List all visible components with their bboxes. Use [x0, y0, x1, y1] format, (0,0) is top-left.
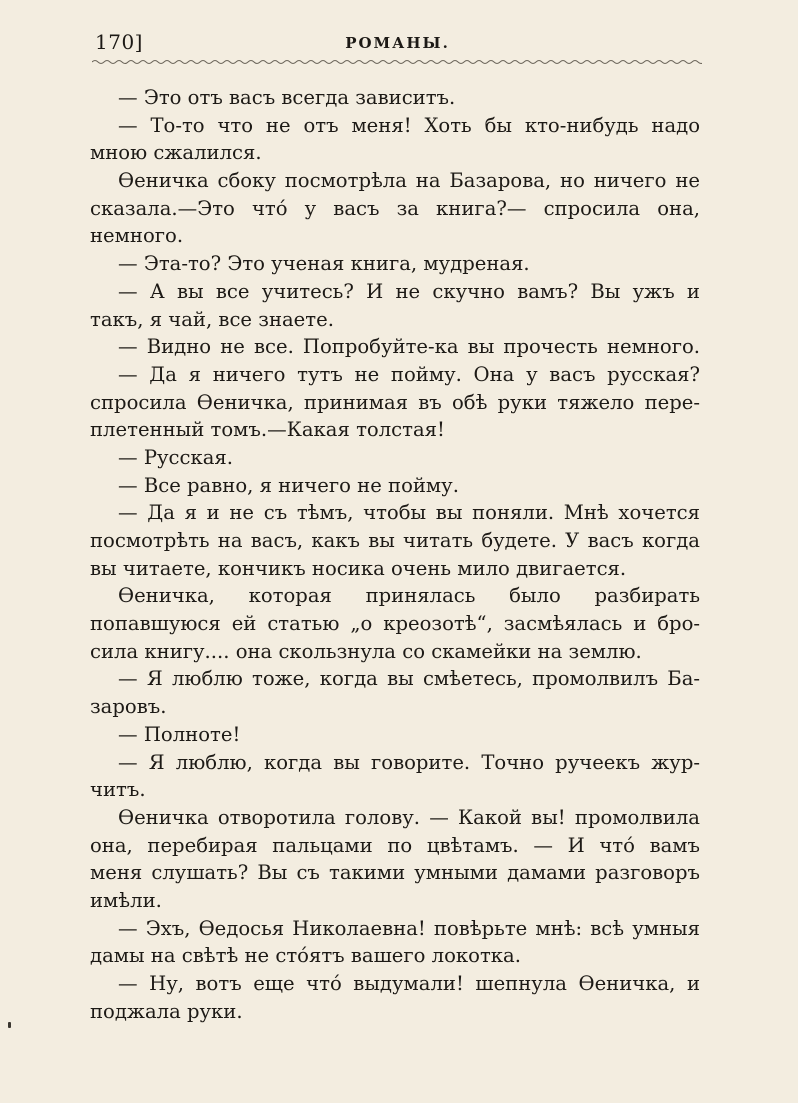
- text-line: вы читаете, кончикъ носика очень мило двигается.: [90, 556, 627, 580]
- text-line: — Все равно, я ничего не пойму.: [118, 473, 459, 497]
- text-line: — Эхъ, Ѳедосья Николаевна! повѣрьте мнѣ: всѣ умныя: [118, 916, 700, 940]
- text-line: имѣли.: [90, 888, 162, 912]
- text-line: — Я люблю тоже, когда вы смѣетесь, промолвилъ Ба-: [118, 667, 700, 691]
- page-header: [95, 30, 700, 60]
- text-line: такъ, я чай, все знаете.: [90, 307, 334, 331]
- text-line: меня слушать? Вы съ такими умными дамами разговоръ: [90, 861, 700, 885]
- text-line: дамы на свѣтѣ не сто́ятъ вашего локотка.: [90, 944, 521, 968]
- text-line: сказала.—Это что́ у васъ за книга?— спросила она,: [90, 196, 700, 220]
- text-line: — Русская.: [118, 445, 233, 469]
- running-title: РОМАНЫ.: [345, 34, 450, 52]
- text-line: сила книгу.... она скользнула со скамейки на землю.: [90, 639, 642, 663]
- text-line: попавшуюся ей статью „о креозотѣ“, засмѣялась и бро-: [90, 612, 700, 636]
- text-line: мною сжалился.: [90, 141, 262, 165]
- text-line: Ѳеничка, которая принялась было разбирать: [118, 584, 700, 608]
- text-line: — Это отъ васъ всегда зависитъ.: [118, 86, 456, 109]
- text-line: читъ.: [90, 778, 146, 802]
- text-line: Ѳеничка отворотила голову. — Какой вы! промолвила: [118, 805, 700, 829]
- text-line: посмотрѣть на васъ, какъ вы читать будете. У васъ когда: [90, 529, 700, 552]
- text-line: — Полноте!: [118, 722, 241, 746]
- text-line: заровъ.: [90, 695, 167, 719]
- text-line: — Эта-то? Это ученая книга, мудреная.: [118, 252, 530, 276]
- text-line: поджала руки.: [90, 999, 243, 1023]
- text-line: — Да я и не съ тѣмъ, чтобы вы поняли. Мнѣ хочется: [118, 501, 700, 525]
- text-line: — Я люблю, когда вы говорите. Точно ручеекъ жур-: [118, 750, 700, 774]
- header-wavy-rule: [92, 58, 702, 66]
- text-line: — То-то что не отъ меня! Хоть бы кто-нибудь надо: [118, 113, 700, 137]
- text-line: — А вы все учитесь? И не скучно вамъ? Вы ужъ и: [118, 279, 700, 303]
- text-line: плетенный томъ.—Какая толстая!: [90, 418, 445, 442]
- text-line: немного.: [90, 224, 184, 248]
- body-text: [90, 84, 700, 1025]
- text-line: — Видно не все. Попробуйте-ка вы прочесть немного.: [118, 335, 700, 359]
- text-line: Ѳеничка сбоку посмотрѣла на Базарова, но ничего не: [118, 169, 700, 193]
- text-line: — Да я ничего тутъ не пойму. Она у васъ русская?: [118, 362, 700, 386]
- page-number: 170]: [95, 30, 143, 54]
- text-line: спросила Ѳеничка, принимая въ обѣ руки тяжело пере-: [90, 390, 700, 414]
- margin-mark: [8, 1022, 11, 1028]
- text-line: — Ну, вотъ еще что́ выдумали! шепнула Ѳеничка, и: [118, 972, 700, 995]
- text-line: она, перебирая пальцами по цвѣтамъ. — И что́ вамъ: [90, 833, 700, 857]
